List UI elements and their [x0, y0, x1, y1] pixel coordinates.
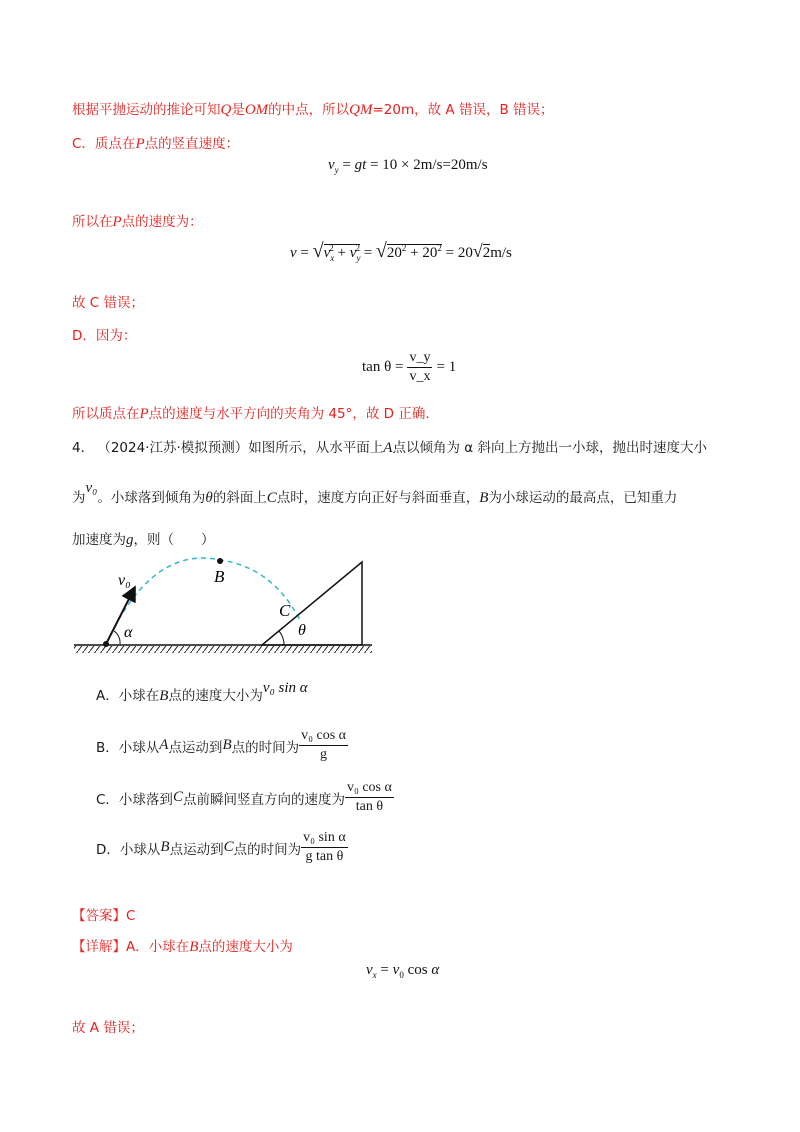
ground-hatch [74, 646, 372, 653]
equation-vx: $v_x = v_0$ cos α [366, 962, 440, 980]
option-c: C．小球落到 C 点前瞬间竖直方向的速度为 $\frac{\text{v₀ cos α}}{\text{tan θ}}$ [96, 780, 392, 814]
solution-line-d: D．因为： [72, 328, 137, 344]
solution-line-c-wrong: 故 C 错误； [72, 295, 145, 311]
solution-line-a-wrong: 故 A 错误； [72, 1020, 144, 1036]
equation-tan: tan θ = $\frac{v\_y}{v\_x}$ = 1 [362, 350, 457, 384]
label-c: C [279, 601, 291, 620]
trajectory-curve [106, 558, 300, 644]
equation-speed: $v = √v_x^2 + v_y^2 = √20^2 + 20^2 = 20√2m/s$ [290, 240, 512, 263]
incline [262, 562, 362, 645]
option-a: A．小球在B点的速度大小为v₀ sin α [96, 680, 308, 704]
question-4-line-2: 为v₀。小球落到倾角为θ的斜面上C点时，速度方向正好与斜面垂直，B为小球运动的最高点，已知重力 [72, 480, 678, 506]
label-b: B [214, 567, 225, 586]
solution-line-c: C．质点在P点的竖直速度： [72, 136, 240, 152]
point-a [103, 641, 109, 647]
solution-line-so2: 所以质点在P点的速度与水平方向的夹角为 45°，故 D 正确. [72, 406, 430, 422]
question-4-line-1: 4． （2024·江苏·模拟预测）如图所示，从水平面上A点以倾角为 α 斜向上方抛出一小球，抛出时速度大小 [72, 440, 707, 456]
solution-line-1: 根据平抛运动的推论可知Q是OM的中点，所以QM=20m，故 A 错误，B 错误； [72, 102, 554, 118]
label-alpha: α [124, 624, 133, 641]
answer-line: 【答案】C [72, 908, 136, 924]
equation-vertical-velocity: $v_y$ = gt = 10 × 2m/s=20m/s [328, 157, 488, 175]
theta-arc [279, 631, 284, 645]
question-4-line-3: 加速度为g，则（ ） [72, 532, 215, 548]
option-d: D．小球从 B 点运动到 C 点的时间为 $\frac{\text{v₀ sin α}}{\text{g tan θ}}$ [96, 830, 346, 864]
alpha-arc [114, 631, 120, 644]
option-b: B．小球从 A 点运动到 B 点的时间为 $\frac{\text{v₀ cos α}}{g}$ [96, 728, 346, 762]
projectile-figure [72, 555, 382, 660]
point-b [217, 558, 223, 564]
solution-line-so: 所以在P点的速度为： [72, 214, 203, 230]
label-theta: θ [298, 622, 306, 639]
detail-line: 【详解】A．小球在B点的速度大小为 [72, 939, 293, 955]
label-v0: v₀ [118, 572, 131, 589]
